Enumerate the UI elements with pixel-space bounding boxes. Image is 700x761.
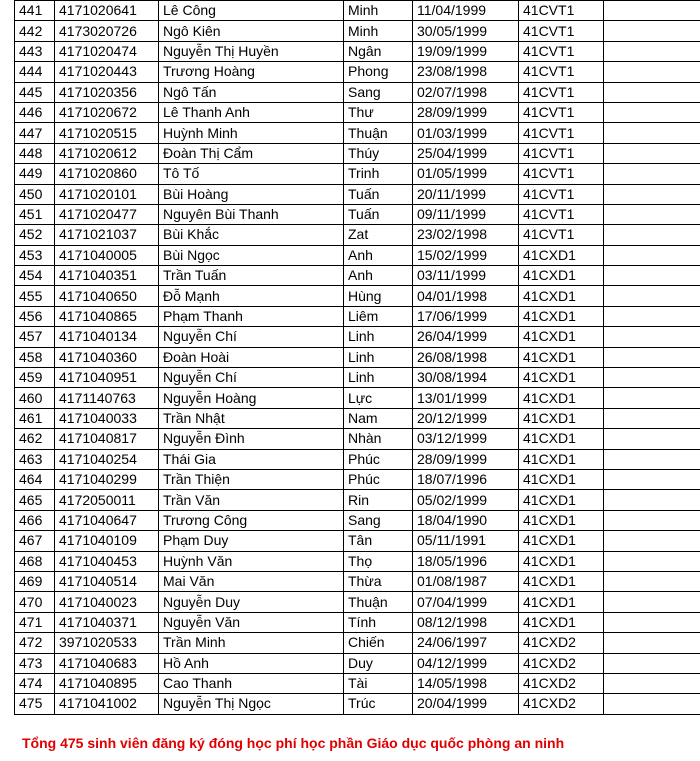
birth-date: 26/08/1998 <box>413 347 519 367</box>
student-id: 4171040514 <box>55 571 159 591</box>
class-code: 41CVT1 <box>519 82 604 102</box>
student-given-name: Rin <box>344 490 413 510</box>
birth-date: 01/08/1987 <box>413 571 519 591</box>
student-surname: Trần Thiện <box>159 469 344 489</box>
empty-cell <box>604 245 700 265</box>
student-given-name: Duy <box>344 653 413 673</box>
empty-cell <box>604 653 700 673</box>
student-id: 4171040299 <box>55 469 159 489</box>
table-row <box>15 449 700 469</box>
student-surname: Đỗ Mạnh <box>159 286 344 306</box>
student-surname: Bùi Ngọc <box>159 245 344 265</box>
student-id: 4171020515 <box>55 123 159 143</box>
student-surname: Nguyễn Thị Ngọc <box>159 694 344 714</box>
class-code: 41CXD1 <box>519 429 604 449</box>
table-row <box>15 102 700 122</box>
student-surname: Nguyễn Chí <box>159 368 344 388</box>
summary-note: Tổng 475 sinh viên đăng ký đóng học phí học phần Giáo dục quốc phòng an ninh <box>22 735 565 751</box>
table-row <box>15 469 700 489</box>
empty-cell <box>604 694 700 714</box>
student-id: 4171021037 <box>55 225 159 245</box>
student-surname: Nguyên Bùi Thanh <box>159 204 344 224</box>
class-code: 41CVT1 <box>519 41 604 61</box>
student-id: 4171040453 <box>55 551 159 571</box>
class-code: 41CXD1 <box>519 531 604 551</box>
student-given-name: Anh <box>344 245 413 265</box>
student-given-name: Thúy <box>344 143 413 163</box>
student-table <box>14 0 700 715</box>
student-surname: Huỳnh Minh <box>159 123 344 143</box>
class-code: 41CXD1 <box>519 286 604 306</box>
student-given-name: Phong <box>344 62 413 82</box>
student-surname: Thái Gia <box>159 449 344 469</box>
empty-cell <box>604 204 700 224</box>
row-number: 462 <box>15 429 55 449</box>
table-row <box>15 62 700 82</box>
row-number: 464 <box>15 469 55 489</box>
class-code: 41CXD1 <box>519 469 604 489</box>
birth-date: 03/12/1999 <box>413 429 519 449</box>
student-given-name: Thuận <box>344 592 413 612</box>
student-surname: Trần Tuấn <box>159 266 344 286</box>
student-given-name: Tài <box>344 673 413 693</box>
empty-cell <box>604 21 700 41</box>
row-number: 449 <box>15 164 55 184</box>
student-given-name: Nam <box>344 408 413 428</box>
class-code: 41CVT1 <box>519 225 604 245</box>
birth-date: 15/02/1999 <box>413 245 519 265</box>
empty-cell <box>604 510 700 530</box>
student-id: 4171040951 <box>55 368 159 388</box>
class-code: 41CVT1 <box>519 143 604 163</box>
student-surname: Huỳnh Văn <box>159 551 344 571</box>
class-code: 41CXD1 <box>519 306 604 326</box>
student-surname: Bùi Khắc <box>159 225 344 245</box>
birth-date: 28/09/1999 <box>413 102 519 122</box>
class-code: 41CVT1 <box>519 21 604 41</box>
empty-cell <box>604 41 700 61</box>
birth-date: 09/11/1999 <box>413 204 519 224</box>
empty-cell <box>604 612 700 632</box>
table-row <box>15 531 700 551</box>
birth-date: 23/02/1998 <box>413 225 519 245</box>
student-id: 4171041002 <box>55 694 159 714</box>
student-given-name: Ngân <box>344 41 413 61</box>
row-number: 469 <box>15 571 55 591</box>
table-row <box>15 306 700 326</box>
row-number: 468 <box>15 551 55 571</box>
student-id: 4171040371 <box>55 612 159 632</box>
birth-date: 13/01/1999 <box>413 388 519 408</box>
empty-cell <box>604 469 700 489</box>
student-given-name: Anh <box>344 266 413 286</box>
student-id: 4171020641 <box>55 1 159 21</box>
row-number: 454 <box>15 266 55 286</box>
class-code: 41CXD1 <box>519 266 604 286</box>
student-surname: Nguyễn Văn <box>159 612 344 632</box>
row-number: 460 <box>15 388 55 408</box>
row-number: 470 <box>15 592 55 612</box>
class-code: 41CVT1 <box>519 62 604 82</box>
class-code: 41CVT1 <box>519 123 604 143</box>
student-surname: Nguyễn Duy <box>159 592 344 612</box>
table-row <box>15 408 700 428</box>
student-id: 4171040254 <box>55 449 159 469</box>
student-surname: Ngô Kiên <box>159 21 344 41</box>
row-number: 457 <box>15 327 55 347</box>
table-row <box>15 245 700 265</box>
student-id: 4171020356 <box>55 82 159 102</box>
birth-date: 24/06/1997 <box>413 633 519 653</box>
birth-date: 30/05/1999 <box>413 21 519 41</box>
row-number: 465 <box>15 490 55 510</box>
student-surname: Trần Minh <box>159 633 344 653</box>
student-given-name: Thư <box>344 102 413 122</box>
row-number: 456 <box>15 306 55 326</box>
birth-date: 03/11/1999 <box>413 266 519 286</box>
birth-date: 23/08/1998 <box>413 62 519 82</box>
empty-cell <box>604 592 700 612</box>
birth-date: 07/04/1999 <box>413 592 519 612</box>
birth-date: 11/04/1999 <box>413 1 519 21</box>
row-number: 442 <box>15 21 55 41</box>
student-surname: Lê Công <box>159 1 344 21</box>
birth-date: 20/12/1999 <box>413 408 519 428</box>
student-id: 4171040817 <box>55 429 159 449</box>
class-code: 41CVT1 <box>519 184 604 204</box>
empty-cell <box>604 82 700 102</box>
birth-date: 04/12/1999 <box>413 653 519 673</box>
row-number: 448 <box>15 143 55 163</box>
student-id: 4171040023 <box>55 592 159 612</box>
student-given-name: Linh <box>344 327 413 347</box>
student-id: 4171040865 <box>55 306 159 326</box>
table-row <box>15 633 700 653</box>
empty-cell <box>604 306 700 326</box>
class-code: 41CVT1 <box>519 1 604 21</box>
row-number: 446 <box>15 102 55 122</box>
student-given-name: Trúc <box>344 694 413 714</box>
row-number: 471 <box>15 612 55 632</box>
class-code: 41CXD1 <box>519 551 604 571</box>
table-row <box>15 368 700 388</box>
student-given-name: Linh <box>344 368 413 388</box>
student-given-name: Lực <box>344 388 413 408</box>
student-given-name: Tính <box>344 612 413 632</box>
birth-date: 18/07/1996 <box>413 469 519 489</box>
empty-cell <box>604 266 700 286</box>
student-surname: Tô Tố <box>159 164 344 184</box>
empty-cell <box>604 184 700 204</box>
table-row <box>15 673 700 693</box>
row-number: 447 <box>15 123 55 143</box>
table-row <box>15 266 700 286</box>
student-given-name: Minh <box>344 1 413 21</box>
row-number: 461 <box>15 408 55 428</box>
birth-date: 01/05/1999 <box>413 164 519 184</box>
class-code: 41CXD1 <box>519 510 604 530</box>
student-given-name: Thừa <box>344 571 413 591</box>
birth-date: 02/07/1998 <box>413 82 519 102</box>
student-given-name: Thuận <box>344 123 413 143</box>
student-id: 4171040895 <box>55 673 159 693</box>
student-surname: Nguyễn Chí <box>159 327 344 347</box>
student-given-name: Phúc <box>344 469 413 489</box>
birth-date: 05/02/1999 <box>413 490 519 510</box>
empty-cell <box>604 490 700 510</box>
student-id: 4171040033 <box>55 408 159 428</box>
row-number: 444 <box>15 62 55 82</box>
table-row <box>15 347 700 367</box>
student-surname: Mai Văn <box>159 571 344 591</box>
student-given-name: Tân <box>344 531 413 551</box>
table-row <box>15 490 700 510</box>
row-number: 450 <box>15 184 55 204</box>
table-row <box>15 429 700 449</box>
empty-cell <box>604 62 700 82</box>
birth-date: 18/04/1990 <box>413 510 519 530</box>
student-id: 4171040683 <box>55 653 159 673</box>
table-row <box>15 41 700 61</box>
student-given-name: Tuấn <box>344 184 413 204</box>
class-code: 41CXD1 <box>519 245 604 265</box>
row-number: 466 <box>15 510 55 530</box>
empty-cell <box>604 347 700 367</box>
student-id: 4171020477 <box>55 204 159 224</box>
birth-date: 18/05/1996 <box>413 551 519 571</box>
student-given-name: Chiến <box>344 633 413 653</box>
student-given-name: Zat <box>344 225 413 245</box>
birth-date: 14/05/1998 <box>413 673 519 693</box>
student-surname: Trương Hoàng <box>159 62 344 82</box>
student-surname: Trần Nhật <box>159 408 344 428</box>
table-row <box>15 653 700 673</box>
empty-cell <box>604 286 700 306</box>
student-given-name: Linh <box>344 347 413 367</box>
birth-date: 05/11/1991 <box>413 531 519 551</box>
student-id: 4171020612 <box>55 143 159 163</box>
student-given-name: Sang <box>344 510 413 530</box>
student-id: 4171040351 <box>55 266 159 286</box>
birth-date: 20/11/1999 <box>413 184 519 204</box>
empty-cell <box>604 368 700 388</box>
student-id: 4171020101 <box>55 184 159 204</box>
student-id: 4171040650 <box>55 286 159 306</box>
student-surname: Phạm Thanh <box>159 306 344 326</box>
empty-cell <box>604 673 700 693</box>
table-row <box>15 286 700 306</box>
student-given-name: Nhàn <box>344 429 413 449</box>
table-row <box>15 694 700 714</box>
empty-cell <box>604 408 700 428</box>
student-surname: Nguyễn Thị Huyền <box>159 41 344 61</box>
class-code: 41CXD1 <box>519 449 604 469</box>
empty-cell <box>604 327 700 347</box>
class-code: 41CXD1 <box>519 368 604 388</box>
table-row <box>15 571 700 591</box>
table-row <box>15 164 700 184</box>
table-row <box>15 551 700 571</box>
class-code: 41CXD1 <box>519 592 604 612</box>
empty-cell <box>604 449 700 469</box>
student-surname: Cao Thanh <box>159 673 344 693</box>
class-code: 41CXD1 <box>519 490 604 510</box>
birth-date: 19/09/1999 <box>413 41 519 61</box>
class-code: 41CVT1 <box>519 204 604 224</box>
class-code: 41CXD2 <box>519 653 604 673</box>
table-row <box>15 82 700 102</box>
empty-cell <box>604 225 700 245</box>
row-number: 473 <box>15 653 55 673</box>
student-given-name: Hùng <box>344 286 413 306</box>
empty-cell <box>604 633 700 653</box>
student-surname: Nguyễn Hoàng <box>159 388 344 408</box>
empty-cell <box>604 388 700 408</box>
table-row <box>15 21 700 41</box>
class-code: 41CXD1 <box>519 612 604 632</box>
row-number: 474 <box>15 673 55 693</box>
student-surname: Bùi Hoàng <box>159 184 344 204</box>
class-code: 41CXD2 <box>519 633 604 653</box>
student-id: 4171040360 <box>55 347 159 367</box>
student-id: 4171140763 <box>55 388 159 408</box>
table-row <box>15 1 700 21</box>
student-surname: Nguyễn Đình <box>159 429 344 449</box>
row-number: 467 <box>15 531 55 551</box>
row-number: 441 <box>15 1 55 21</box>
table-row <box>15 327 700 347</box>
row-number: 463 <box>15 449 55 469</box>
student-surname: Đoàn Thị Cẩm <box>159 143 344 163</box>
student-given-name: Sang <box>344 82 413 102</box>
student-surname: Phạm Duy <box>159 531 344 551</box>
empty-cell <box>604 102 700 122</box>
birth-date: 20/04/1999 <box>413 694 519 714</box>
class-code: 41CXD2 <box>519 673 604 693</box>
class-code: 41CXD1 <box>519 408 604 428</box>
birth-date: 04/01/1998 <box>413 286 519 306</box>
table-row <box>15 612 700 632</box>
student-id: 3971020533 <box>55 633 159 653</box>
row-number: 443 <box>15 41 55 61</box>
student-surname: Lê Thanh Anh <box>159 102 344 122</box>
table-row <box>15 225 700 245</box>
student-given-name: Thọ <box>344 551 413 571</box>
row-number: 458 <box>15 347 55 367</box>
class-code: 41CVT1 <box>519 164 604 184</box>
empty-cell <box>604 1 700 21</box>
student-id: 4171040109 <box>55 531 159 551</box>
birth-date: 28/09/1999 <box>413 449 519 469</box>
row-number: 475 <box>15 694 55 714</box>
student-given-name: Trinh <box>344 164 413 184</box>
student-given-name: Liêm <box>344 306 413 326</box>
row-number: 455 <box>15 286 55 306</box>
row-number: 452 <box>15 225 55 245</box>
student-id: 4171040005 <box>55 245 159 265</box>
student-given-name: Phúc <box>344 449 413 469</box>
empty-cell <box>604 143 700 163</box>
student-surname: Trương Công <box>159 510 344 530</box>
student-surname: Hồ Anh <box>159 653 344 673</box>
student-id: 4171040647 <box>55 510 159 530</box>
birth-date: 26/04/1999 <box>413 327 519 347</box>
class-code: 41CXD2 <box>519 694 604 714</box>
student-surname: Ngô Tấn <box>159 82 344 102</box>
student-given-name: Tuấn <box>344 204 413 224</box>
table-row <box>15 143 700 163</box>
birth-date: 17/06/1999 <box>413 306 519 326</box>
student-id: 4171020443 <box>55 62 159 82</box>
table-row <box>15 204 700 224</box>
student-id: 4171020672 <box>55 102 159 122</box>
student-id: 4172050011 <box>55 490 159 510</box>
class-code: 41CVT1 <box>519 102 604 122</box>
class-code: 41CXD1 <box>519 571 604 591</box>
table-row <box>15 184 700 204</box>
student-id: 4173020726 <box>55 21 159 41</box>
class-code: 41CXD1 <box>519 347 604 367</box>
class-code: 41CXD1 <box>519 327 604 347</box>
empty-cell <box>604 123 700 143</box>
birth-date: 25/04/1999 <box>413 143 519 163</box>
student-table-body <box>15 1 700 715</box>
table-row <box>15 388 700 408</box>
empty-cell <box>604 164 700 184</box>
student-id: 4171040134 <box>55 327 159 347</box>
empty-cell <box>604 429 700 449</box>
student-surname: Đoàn Hoài <box>159 347 344 367</box>
birth-date: 08/12/1998 <box>413 612 519 632</box>
birth-date: 01/03/1999 <box>413 123 519 143</box>
student-surname: Trần Văn <box>159 490 344 510</box>
birth-date: 30/08/1994 <box>413 368 519 388</box>
row-number: 472 <box>15 633 55 653</box>
row-number: 445 <box>15 82 55 102</box>
row-number: 459 <box>15 368 55 388</box>
row-number: 453 <box>15 245 55 265</box>
student-id: 4171020474 <box>55 41 159 61</box>
empty-cell <box>604 551 700 571</box>
class-code: 41CXD1 <box>519 388 604 408</box>
empty-cell <box>604 571 700 591</box>
table-row <box>15 123 700 143</box>
student-id: 4171020860 <box>55 164 159 184</box>
table-row <box>15 510 700 530</box>
row-number: 451 <box>15 204 55 224</box>
empty-cell <box>604 531 700 551</box>
table-row <box>15 592 700 612</box>
student-given-name: Minh <box>344 21 413 41</box>
